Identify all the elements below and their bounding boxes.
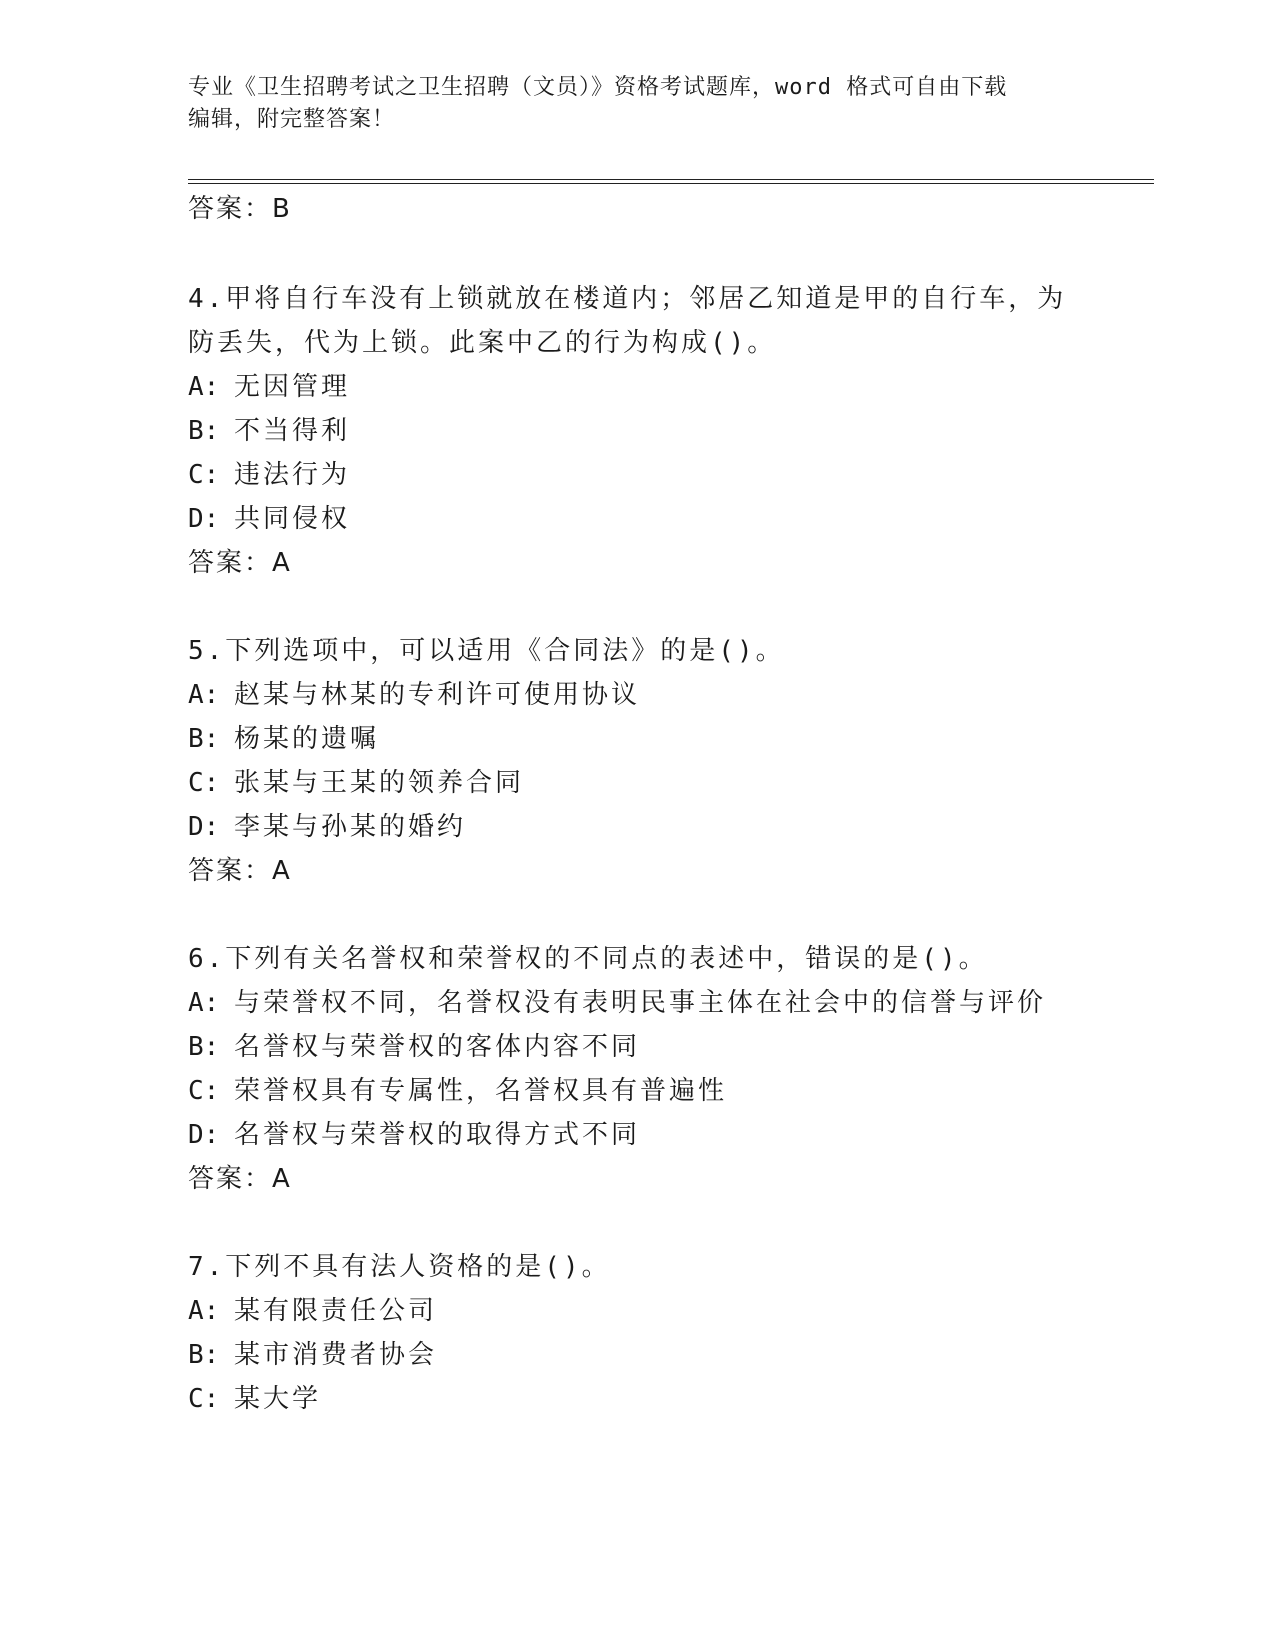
header-line-2: 编辑，附完整答案！	[188, 107, 396, 132]
question-4-stem-line-1: 4.甲将自行车没有上锁就放在楼道内；邻居乙知道是甲的自行车，为	[188, 284, 1067, 314]
option-text: 杨某的遗嘱	[234, 724, 380, 754]
question-5-answer: 答案：A	[188, 856, 292, 886]
question-4-option-d	[188, 502, 350, 536]
header-divider-top	[188, 179, 1154, 180]
question-7-option-c	[188, 1382, 321, 1416]
option-text: 与荣誉权不同，名誉权没有表明民事主体在社会中的信誉与评价	[234, 988, 1047, 1018]
question-6-answer: 答案：A	[188, 1164, 292, 1194]
option-letter: C:	[188, 1076, 220, 1106]
option-letter: D:	[188, 812, 220, 842]
header-line-1: 专业《卫生招聘考试之卫生招聘（文员）》资格考试题库，word 格式可自由下载	[188, 75, 1008, 100]
question-4-option-b	[188, 414, 350, 448]
option-text: 李某与孙某的婚约	[234, 812, 467, 842]
option-text: 共同侵权	[234, 504, 351, 534]
question-4-option-a	[188, 370, 350, 404]
question-7-stem: 7.下列不具有法人资格的是()。	[188, 1252, 611, 1282]
answer-previous: 答案：B	[188, 194, 292, 224]
option-text: 无因管理	[234, 372, 351, 402]
option-text: 荣誉权具有专属性，名誉权具有普遍性	[234, 1076, 728, 1106]
document-header	[188, 72, 1088, 136]
option-letter: D:	[188, 504, 220, 534]
option-letter: B:	[188, 416, 220, 446]
question-7-option-a	[188, 1294, 437, 1328]
question-6-option-a	[188, 986, 1046, 1020]
question-6-option-b	[188, 1030, 640, 1064]
option-text: 某有限责任公司	[234, 1296, 438, 1326]
question-4-answer: 答案：A	[188, 548, 292, 578]
option-text: 赵某与林某的专利许可使用协议	[234, 680, 641, 710]
option-text: 某大学	[234, 1384, 322, 1414]
question-6-option-d	[188, 1118, 640, 1152]
question-5-option-c	[188, 766, 524, 800]
option-text: 名誉权与荣誉权的取得方式不同	[234, 1120, 641, 1150]
option-letter: A:	[188, 1296, 220, 1326]
question-4-stem-line-2: 防丢失，代为上锁。此案中乙的行为构成()。	[188, 328, 777, 358]
question-7-option-b	[188, 1338, 437, 1372]
option-text: 不当得利	[234, 416, 351, 446]
option-text: 某市消费者协会	[234, 1340, 438, 1370]
option-letter: C:	[188, 460, 220, 490]
option-letter: C:	[188, 1384, 220, 1414]
question-6-option-c	[188, 1074, 727, 1108]
question-4-option-c	[188, 458, 350, 492]
option-letter: A:	[188, 680, 220, 710]
question-5-option-d	[188, 810, 466, 844]
question-5-option-a	[188, 678, 640, 712]
option-letter: B:	[188, 724, 220, 754]
option-text: 名誉权与荣誉权的客体内容不同	[234, 1032, 641, 1062]
option-letter: B:	[188, 1032, 220, 1062]
option-letter: D:	[188, 1120, 220, 1150]
option-text: 张某与王某的领养合同	[234, 768, 525, 798]
option-letter: A:	[188, 988, 220, 1018]
option-letter: C:	[188, 768, 220, 798]
question-5-option-b	[188, 722, 379, 756]
option-letter: B:	[188, 1340, 220, 1370]
question-6-stem: 6.下列有关名誉权和荣誉权的不同点的表述中，错误的是()。	[188, 944, 988, 974]
option-text: 违法行为	[234, 460, 351, 490]
question-5-stem: 5.下列选项中，可以适用《合同法》的是()。	[188, 636, 785, 666]
header-divider-bottom	[188, 183, 1154, 184]
option-letter: A:	[188, 372, 220, 402]
